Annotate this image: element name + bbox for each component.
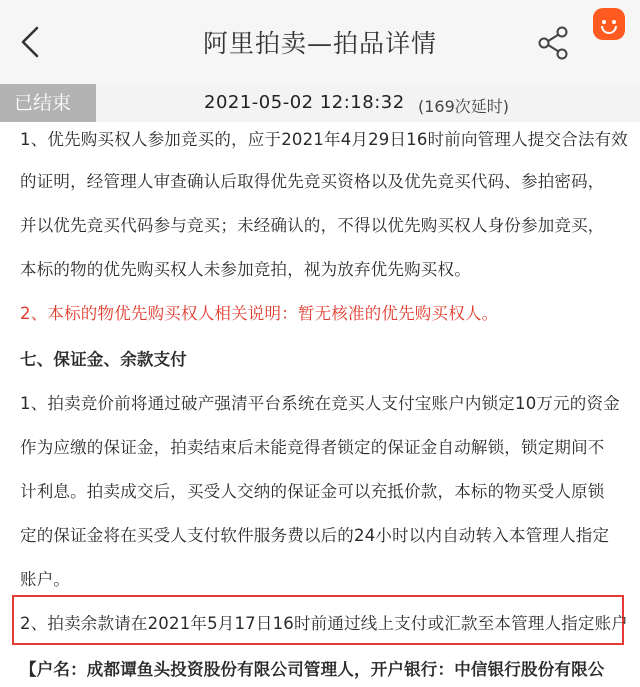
smile-icon <box>601 26 617 34</box>
auction-end-time: 2021-05-02 12:18:32 <box>204 92 405 113</box>
paragraph-line: 作为应缴的保证金，拍卖结束后未能竞得者锁定的保证金自动解锁，锁定期间不 <box>20 438 605 457</box>
paragraph-line: 并以优先竞买代码参与竞买；未经确认的，不得以优先购买权人身份参加竞买， <box>20 216 605 235</box>
paragraph-line: 1、优先购买权人参加竞买的，应于2021年4月29日16时前向管理人提交合法有效 <box>20 130 628 149</box>
page-title: 阿里拍卖—拍品详情 <box>202 29 437 58</box>
share-icon <box>534 24 572 62</box>
paragraph-line: 本标的物的优先购买权人未参加竞拍，视为放弃优先购买权。 <box>20 260 471 279</box>
paragraph-line: 定的保证金将在买受人支付软件服务费以后的24小时以内自动转入本管理人指定 <box>20 526 610 545</box>
balance-payment-line: 2、拍卖余款请在2021年5月17日16时前通过线上支付或汇款至本管理人指定账户 <box>20 614 628 633</box>
priority-buyer-note: 2、本标的物优先购买权人相关说明：暂无核准的优先购买权人。 <box>20 304 499 323</box>
more-menu-icon <box>602 20 606 24</box>
top-navigation-bar <box>0 0 640 84</box>
account-info-line: 【户名：成都谭鱼头投资股份有限公司管理人，开户银行：中信银行股份有限公 <box>20 660 605 679</box>
delay-count: (169次延时) <box>418 97 510 116</box>
chevron-left-icon <box>19 25 41 59</box>
back-button[interactable] <box>12 22 48 62</box>
section-heading: 七、保证金、余款支付 <box>20 350 187 369</box>
more-menu-button[interactable] <box>593 8 625 40</box>
more-menu-icon-dot <box>612 20 616 24</box>
paragraph-line: 计利息。拍卖成交后，买受人交纳的保证金可以充抵价款，本标的物买受人原锁 <box>20 482 605 501</box>
paragraph-line: 账户。 <box>20 570 71 589</box>
share-button[interactable] <box>534 24 572 62</box>
status-badge: 已结束 <box>0 84 96 122</box>
paragraph-line: 1、拍卖竞价前将通过破产强清平台系统在竞买人支付宝账户内锁定10万元的资金 <box>20 394 620 413</box>
paragraph-line: 的证明，经管理人审查确认后取得优先竞买资格以及优先竞买代码、参拍密码， <box>20 172 605 191</box>
